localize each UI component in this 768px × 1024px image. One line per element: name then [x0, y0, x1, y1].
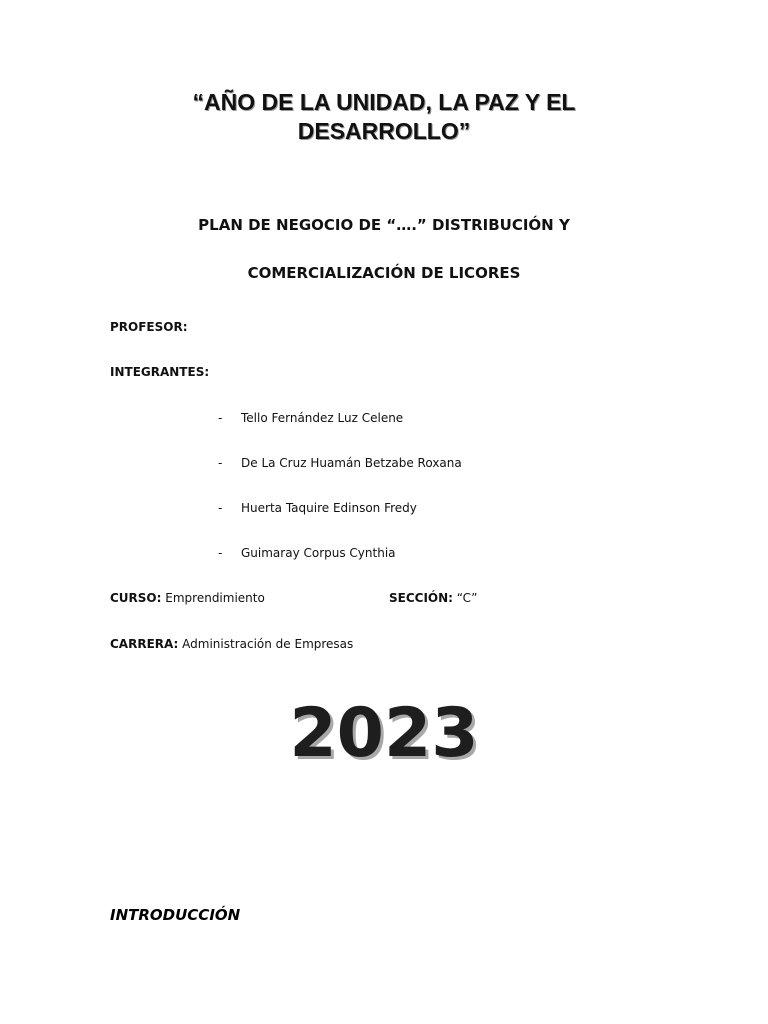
introduction-heading: INTRODUCCIÓN — [110, 906, 241, 924]
member-name: De La Cruz Huamán Betzabe Roxana — [241, 456, 462, 470]
member-name: Tello Fernández Luz Celene — [241, 411, 404, 425]
subtitle-line-2: COMERCIALIZACIÓN DE LICORES — [247, 264, 521, 282]
subtitle-line-1: PLAN DE NEGOCIO DE “….” DISTRIBUCIÓN Y — [198, 216, 570, 234]
curso-value: Emprendimiento — [165, 591, 265, 605]
seccion-field — [389, 590, 477, 606]
carrera-field — [110, 636, 353, 652]
member-name: Huerta Taquire Edinson Fredy — [241, 501, 417, 515]
curso-label: CURSO: — [110, 591, 162, 605]
member-item — [218, 545, 396, 561]
list-dash: - — [218, 456, 223, 470]
list-dash: - — [218, 501, 223, 515]
year-heading: 2023 — [289, 694, 479, 773]
integrantes-field — [110, 364, 209, 380]
title-line-1: “AÑO DE LA UNIDAD, LA PAZ Y EL — [192, 89, 576, 115]
list-dash: - — [218, 546, 223, 560]
integrantes-label: INTEGRANTES: — [110, 365, 210, 379]
member-item — [218, 410, 403, 426]
curso-field — [110, 590, 265, 606]
document-title — [0, 88, 768, 146]
member-name: Guimaray Corpus Cynthia — [241, 546, 396, 560]
list-dash: - — [218, 411, 223, 425]
carrera-value: Administración de Empresas — [182, 637, 354, 651]
member-item — [218, 500, 417, 516]
title-line-2: DESARROLLO” — [297, 118, 471, 144]
carrera-label: CARRERA: — [110, 637, 179, 651]
profesor-field — [110, 319, 188, 335]
seccion-value: “C” — [456, 591, 478, 605]
seccion-label: SECCIÓN: — [389, 591, 453, 605]
profesor-label: PROFESOR: — [110, 320, 188, 334]
member-item — [218, 455, 462, 471]
